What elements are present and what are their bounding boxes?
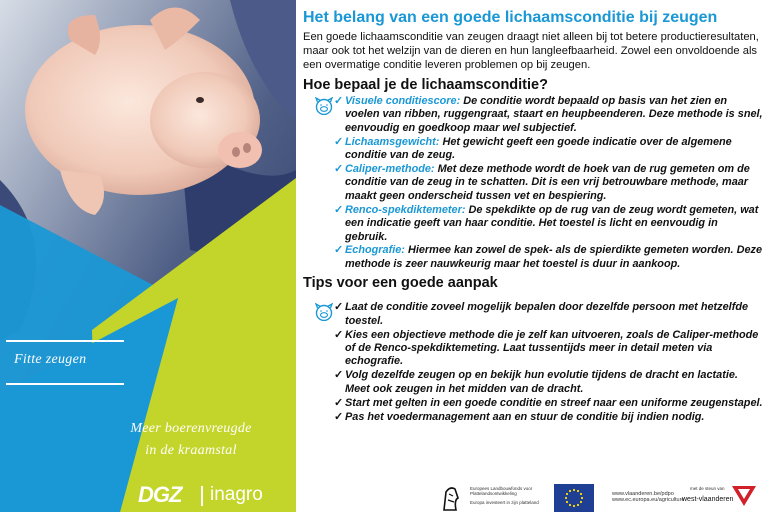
check-icon: ✓: [334, 163, 344, 176]
methods-section: [303, 95, 763, 271]
sponsor-logos: [440, 480, 768, 512]
item-label: Echografie:: [345, 244, 405, 257]
list-item: [334, 95, 763, 135]
item-text: De spekdikte op de rug van de zeug wordt gemeten, wat een indicatie geeft van haar conditie. Het toestel is licht en eenvoudig in gebruik.: [345, 203, 759, 243]
list-item: [334, 328, 763, 369]
item-text: Het gewicht geeft een goede indicatie over de algemene conditie van de zeug.: [345, 135, 732, 162]
list-item: [334, 135, 763, 163]
tagline-rule-bottom: [6, 383, 124, 385]
item-text: Volg dezelfde zeugen op en bekijk hun evolutie tijdens de dracht en lactatie. Meet ook zeugen in het midden van de dracht.: [345, 369, 738, 395]
item-text: Pas het voedermanagement aan en stuur de conditie bij indien nodig.: [345, 410, 705, 423]
pig-icon: [313, 303, 335, 321]
check-icon: ✓: [334, 244, 344, 257]
section-heading-tips: Tips voor een goede aanpak: [303, 275, 498, 292]
tips-list: [334, 301, 763, 424]
pdpo-url: www.vlaanderen.be/pdpo: [612, 491, 674, 497]
eafrd-text: Europees Landbouwfonds voor Plattelandsontwikkeling: [470, 486, 533, 496]
tagline-boerenvreugde: [96, 418, 286, 462]
list-item: [334, 244, 763, 271]
check-icon: ✓: [334, 135, 344, 148]
tagline-fitte-zeugen: Fitte zeugen: [14, 352, 87, 367]
list-item: [334, 163, 763, 203]
item-text: Start met gelten in een goede conditie en streef naar een uniforme zeugenstapel.: [345, 396, 763, 409]
tagline-line-1: Meer boerenvreugde: [130, 421, 252, 436]
item-text: Met deze methode wordt de hoek van de rug gemeten om de conditie van de zeug in te schatten. Dit is een vrij betrouwbare methode, maar maakt geen onderscheid tussen vet en bespiering.: [345, 163, 750, 202]
list-item: [334, 301, 763, 328]
methods-list: [334, 95, 763, 271]
item-label: Lichaamsgewicht:: [345, 135, 440, 148]
item-text: Kies een objectieve methode die je zelf kan uitvoeren, zoals de Caliper-methode of de Renco-spekdiktemeting. Laat tussentijds meer in detail meten via echografie.: [345, 328, 759, 368]
item-text: De conditie wordt bepaald op basis van het zien en voelen van ribben, ruggengraat, staart en heupbeenderen. Deze methode is snel, eenvoudig en goedkoop maar wel subjectief.: [345, 95, 763, 134]
tagline-line-2: in de kraamstal: [145, 443, 237, 458]
check-icon: ✓: [334, 203, 344, 216]
check-icon: ✓: [334, 301, 344, 314]
check-icon: ✓: [334, 410, 344, 423]
item-text: Hiermee kan zowel de spek- als de spierdikte gemeten worden. Deze methode is zeer nauwkeurig maar het toestel is duur in aankoop.: [345, 244, 763, 270]
page-title: Het belang van een goede lichaamsconditie bij zeugen: [303, 9, 718, 26]
inagro-logo: inagro: [210, 484, 263, 505]
dgz-logo: DGZ: [138, 482, 182, 507]
item-label: Caliper-methode:: [345, 163, 435, 176]
check-icon: ✓: [334, 328, 344, 341]
list-item: [334, 410, 763, 424]
tagline-rule-top: [6, 340, 124, 342]
wv-name: west-vlaanderen: [682, 496, 734, 503]
intro-paragraph: Een goede lichaamsconditie van zeugen draagt niet alleen bij tot betere productieresultaten, maar ook tot het welzijn van de dieren en hun langleefbaarheid. Zowel een onvoldoende als een overmatige conditie leveren problemen op bij zeugen.: [303, 31, 759, 71]
west-vlaanderen-logo: [730, 484, 758, 508]
check-icon: ✓: [334, 396, 344, 409]
pig-icon: [313, 97, 335, 115]
section-heading-methods: Hoe bepaal je de lichaamsconditie?: [303, 77, 548, 93]
list-item: [334, 369, 763, 396]
item-label: Renco-spekdiktemeter:: [345, 203, 466, 216]
ec-url: www.ec.europa.eu/agriculture: [612, 497, 685, 503]
item-label: Visuele conditiescore:: [345, 95, 461, 107]
tips-section: [303, 301, 763, 424]
check-icon: ✓: [334, 369, 344, 382]
check-icon: ✓: [334, 95, 344, 107]
list-item: [334, 203, 763, 244]
flemish-lion-logo: [440, 484, 464, 512]
logo-separator: [201, 486, 203, 506]
list-item: [334, 396, 763, 410]
content: [303, 8, 763, 424]
wv-support-text: met de steun van: [690, 486, 725, 491]
item-text: Laat de conditie zoveel mogelijk bepalen door dezelfde persoon met hetzelfde toestel.: [345, 301, 749, 327]
cover-panel: [0, 0, 296, 512]
eafrd-slogan: Europa investeert in zijn platteland: [470, 500, 539, 505]
eu-flag-icon: [554, 484, 594, 512]
